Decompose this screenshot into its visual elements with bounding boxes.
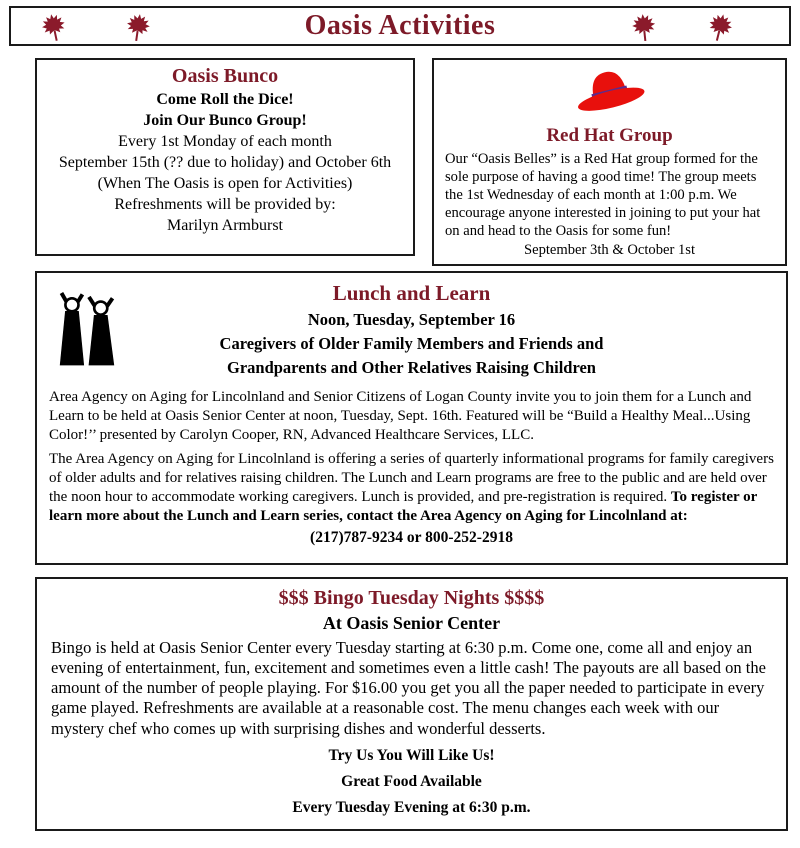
red-hat-title: Red Hat Group (546, 125, 673, 146)
bingo-title: $$$ Bingo Tuesday Nights $$$$ (278, 587, 545, 609)
red-hat-icon (566, 62, 654, 120)
red-hat-section (432, 58, 787, 266)
bingo-footer-line: Try Us You Will Like Us! (328, 746, 495, 764)
maple-leaf-icon (38, 12, 69, 45)
bingo-section (35, 577, 788, 831)
bunco-section (35, 58, 415, 256)
people-figures-icon (51, 283, 123, 379)
lunch-and-learn-section (35, 271, 788, 565)
bingo-footer-line: Every Tuesday Evening at 6:30 p.m. (292, 798, 531, 816)
bunco-line: Come Roll the Dice! (156, 91, 294, 108)
newsletter-page (0, 6, 800, 831)
masthead (9, 6, 791, 46)
bunco-line: Refreshments will be provided by: (114, 196, 336, 213)
bingo-footer-line: Great Food Available (341, 772, 482, 790)
lunch-subtitle: Grandparents and Other Relatives Raising Children (226, 358, 596, 377)
red-hat-image-wrap (445, 62, 774, 125)
bingo-body: Bingo is held at Oasis Senior Center every Tuesday starting at 6:30 p.m. Come one, come all and enjoy an evening of entertainment, fun, excitement and sometimes even a little cash! The payouts are all based on the amount of the number of people playing. For $16.00 you get you all the paper needed to participate in every game played. Refreshments are available at a reasonable cost. The menu changes each week with our mystery chef who comes up with surprising dishes and wonderful desserts. (51, 638, 766, 738)
maple-leaf-icon (123, 12, 153, 43)
maple-leaf-icon (630, 13, 659, 44)
bunco-title: Oasis Bunco (171, 65, 279, 87)
red-hat-dates: September 3th & October 1st (523, 242, 696, 259)
bunco-line: Join Our Bunco Group! (143, 112, 307, 129)
lunch-and-learn-title: Lunch and Learn (332, 281, 491, 305)
lunch-subtitle: Caregivers of Older Family Members and Friends and (219, 334, 604, 353)
lunch-paragraph-2 (49, 450, 774, 525)
lunch-subtitle: Noon, Tuesday, September 16 (307, 310, 516, 329)
lunch-phone-numbers: (217)787-9234 or 800-252-2918 (310, 529, 513, 547)
lunch-paragraph-1-text: Area Agency on Aging for Lincolnland and Senior Citizens of Logan County invite you to join them for a Lunch and Learn to be held at Oasis Senior Center at noon, Tuesday, Sept. 16th. Featured will be “Build a Healthy Meal...Using Color!’’ presented by Carolyn Cooper, RN, Advanced Healthcare Services, LLC. (49, 389, 752, 443)
lunch-paragraph-2-text: The Area Agency on Aging for Lincolnland is offering a series of quarterly informational programs for family caregivers of older adults and for relatives raising children. The Lunch and Learn programs are free to the public and are held over the noon hour to accommodate working caregivers. Lunch is provided, and pre-registration is required. (49, 451, 774, 505)
bunco-line: September 15th (?? due to holiday) and October 6th (58, 154, 392, 171)
lunch-paragraph-1 (49, 388, 774, 444)
bunco-line: (When The Oasis is open for Activities) (97, 175, 353, 192)
maple-leaf-icon (704, 11, 736, 44)
lunch-paragraph-2-bold: To register or learn more about the Lunch and Learn series, contact the Area Agency on Aging for Lincolnland at: (49, 488, 758, 524)
page-title: Oasis Activities (304, 10, 496, 41)
red-hat-body: Our “Oasis Belles” is a Red Hat group formed for the sole purpose of having a good time! The group meets the 1st Wednesday of each month at 1:00 p.m. We encourage anyone interested in joining to put your hat on and head to the Oasis for some fun! (445, 151, 761, 240)
bunco-line: Every 1st Monday of each month (118, 133, 332, 150)
bunco-line: Marilyn Armburst (167, 217, 283, 234)
top-row (35, 58, 788, 266)
bingo-subtitle: At Oasis Senior Center (322, 613, 501, 633)
